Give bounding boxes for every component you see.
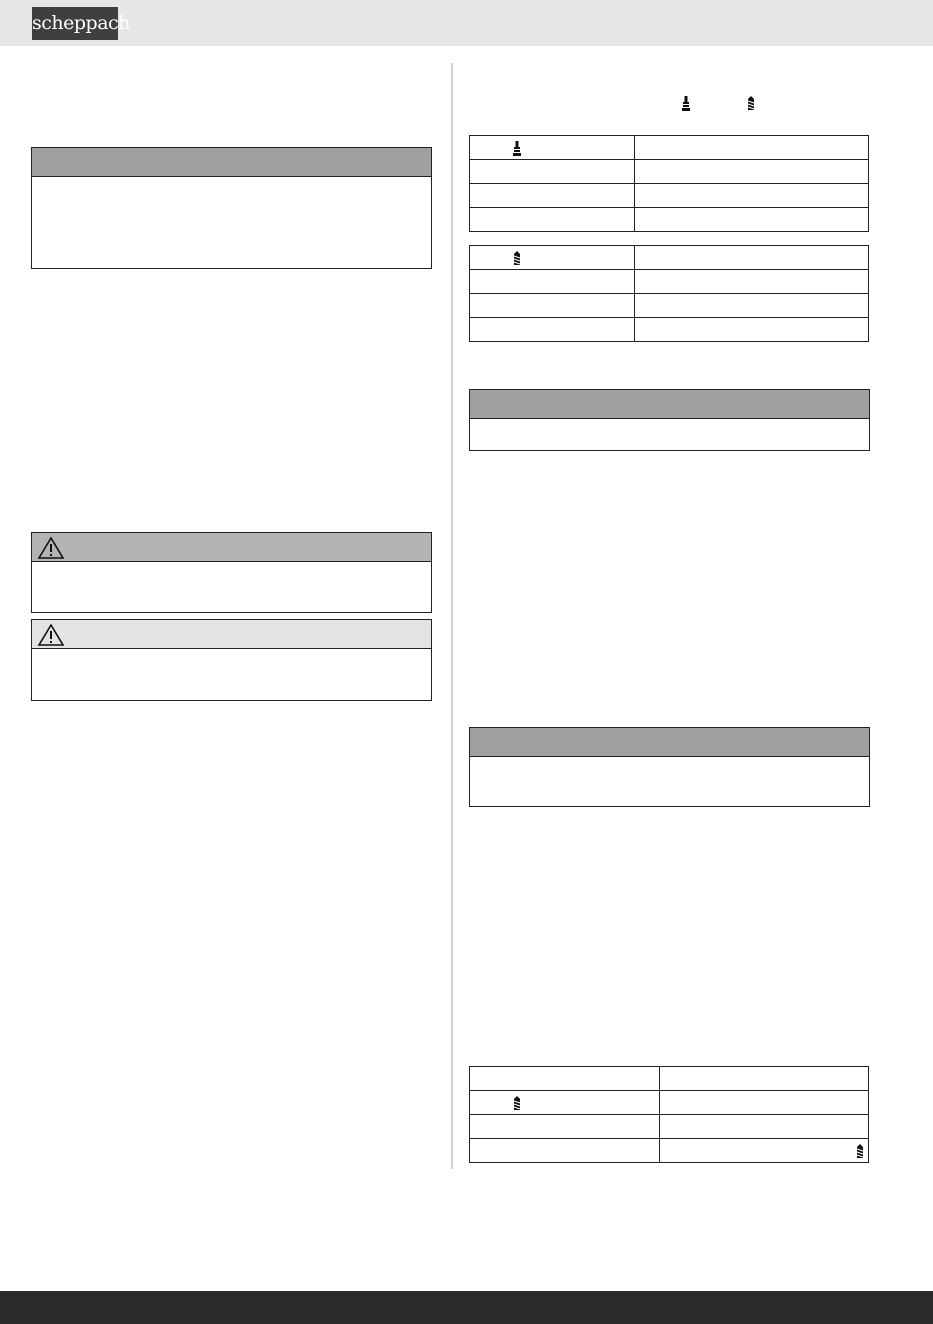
scheppach-logo: scheppach — [32, 7, 118, 40]
page-footer — [0, 1291, 933, 1324]
notice-box-1-header — [32, 148, 431, 177]
table-row — [470, 1091, 869, 1115]
table-row — [470, 318, 869, 342]
notice-box-3-header — [470, 728, 869, 757]
drill-bit-cylindrical-icon — [682, 96, 690, 111]
notice-box-3 — [469, 727, 870, 807]
warning-box-1-header — [32, 533, 431, 562]
page-header — [0, 0, 933, 46]
table-row — [470, 1139, 869, 1163]
notice-box-2-header — [470, 390, 869, 419]
table-row — [470, 160, 869, 184]
table-row — [470, 136, 869, 160]
warning-triangle-icon — [37, 536, 65, 560]
drill-bit-twist-icon — [747, 96, 755, 111]
notice-box-1 — [31, 147, 432, 269]
table-row — [470, 1115, 869, 1139]
table-row — [470, 184, 869, 208]
table-row — [470, 208, 869, 232]
drill-bit-twist-icon — [513, 1096, 521, 1111]
table-row — [470, 294, 869, 318]
column-divider — [451, 63, 453, 1169]
notice-box-2 — [469, 389, 870, 451]
warning-box-1 — [31, 532, 432, 613]
table-row — [470, 246, 869, 270]
drill-bit-twist-icon — [513, 251, 521, 266]
table-row — [470, 1067, 869, 1091]
speed-table-cylindrical — [469, 135, 869, 232]
speed-table-twist — [469, 245, 869, 342]
bottom-table — [469, 1066, 869, 1163]
warning-box-2 — [31, 619, 432, 701]
drill-bit-cylindrical-icon — [513, 141, 521, 156]
warning-triangle-icon — [37, 623, 65, 647]
table-row — [470, 270, 869, 294]
drill-bit-twist-icon — [856, 1144, 864, 1159]
warning-box-2-header — [32, 620, 431, 649]
